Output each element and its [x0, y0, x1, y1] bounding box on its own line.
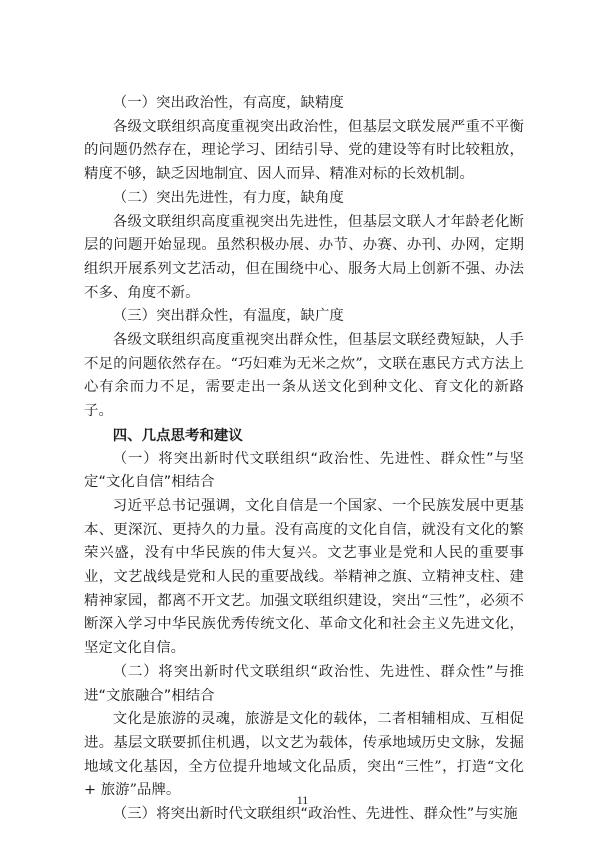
document-body	[84, 92, 524, 827]
paragraph-4-1: 习近平总书记强调，文化自信是一个国家、一个民族发展中更基本、更深沉、更持久的力量。没有高度的文化自信，就没有文化的繁荣兴盛，没有中华民族的伟大复兴。文艺事业是党和人民的重要事业，文艺战线是党和人民的重要战线。举精神之旗、立精神支柱、建精神家园，都离不开文艺。加强文联组织建设，突出“三性”，必须不断深入学习中华民族优秀传统文化、革命文化和社会主义先进文化，坚定文化自信。	[84, 497, 524, 657]
subsection-heading-4-1: （一）将突出新时代文联组织“政治性、先进性、群众性”与坚定“文化自信”相结合	[84, 450, 524, 491]
section-heading-3: （三）突出群众性，有温度，缺广度	[112, 308, 344, 325]
section-heading-2: （二）突出先进性，有力度，缺角度	[112, 189, 344, 206]
subsection-heading-4-2: （二）将突出新时代文联组织“政治性、先进性、群众性”与推进“文旅融合”相结合	[84, 663, 524, 704]
paragraph-1: 各级文联组织高度重视突出政治性，但基层文联发展严重不平衡的问题仍然存在，理论学习、团结引导、党的建设等有时比较粗放，精度不够，缺乏因地制宜、因人而异、精准对标的长效机制。	[84, 118, 524, 183]
subsection-heading-4-3: （三）将突出新时代文联组织“政治性、先进性、群众性”与实施	[112, 806, 518, 823]
paragraph-3: 各级文联组织高度重视突出群众性，但基层文联经费短缺，人手不足的问题依然存在。“巧妇难为无米之炊”，文联在惠民方式方法上心有余而力不足，需要走出一条从送文化到种文化、育文化的新路子。	[84, 332, 524, 420]
chapter-heading-4: 四、几点思考和建议	[112, 426, 243, 444]
section-heading-1: （一）突出政治性，有高度，缺精度	[112, 95, 344, 111]
paragraph-2: 各级文联组织高度重视突出先进性，但基层文联人才年龄老化断层的问题开始显现。虽然积极办展、办节、办赛、办刊、办网，定期组织开展系列文艺活动，但在围绕中心、服务大局上创新不强、办法不多、角度不新。	[84, 213, 524, 301]
paragraph-4-2: 文化是旅游的灵魂，旅游是文化的载体，二者相辅相成、互相促进。基层文联要抓住机遇，以文艺为载体，传承地域历史文脉，发掘地域文化基因，全方位提升地域文化品质，突出“三性”，打造“文化 + 旅游”品牌。	[84, 711, 524, 799]
page-number: 11	[296, 793, 309, 807]
